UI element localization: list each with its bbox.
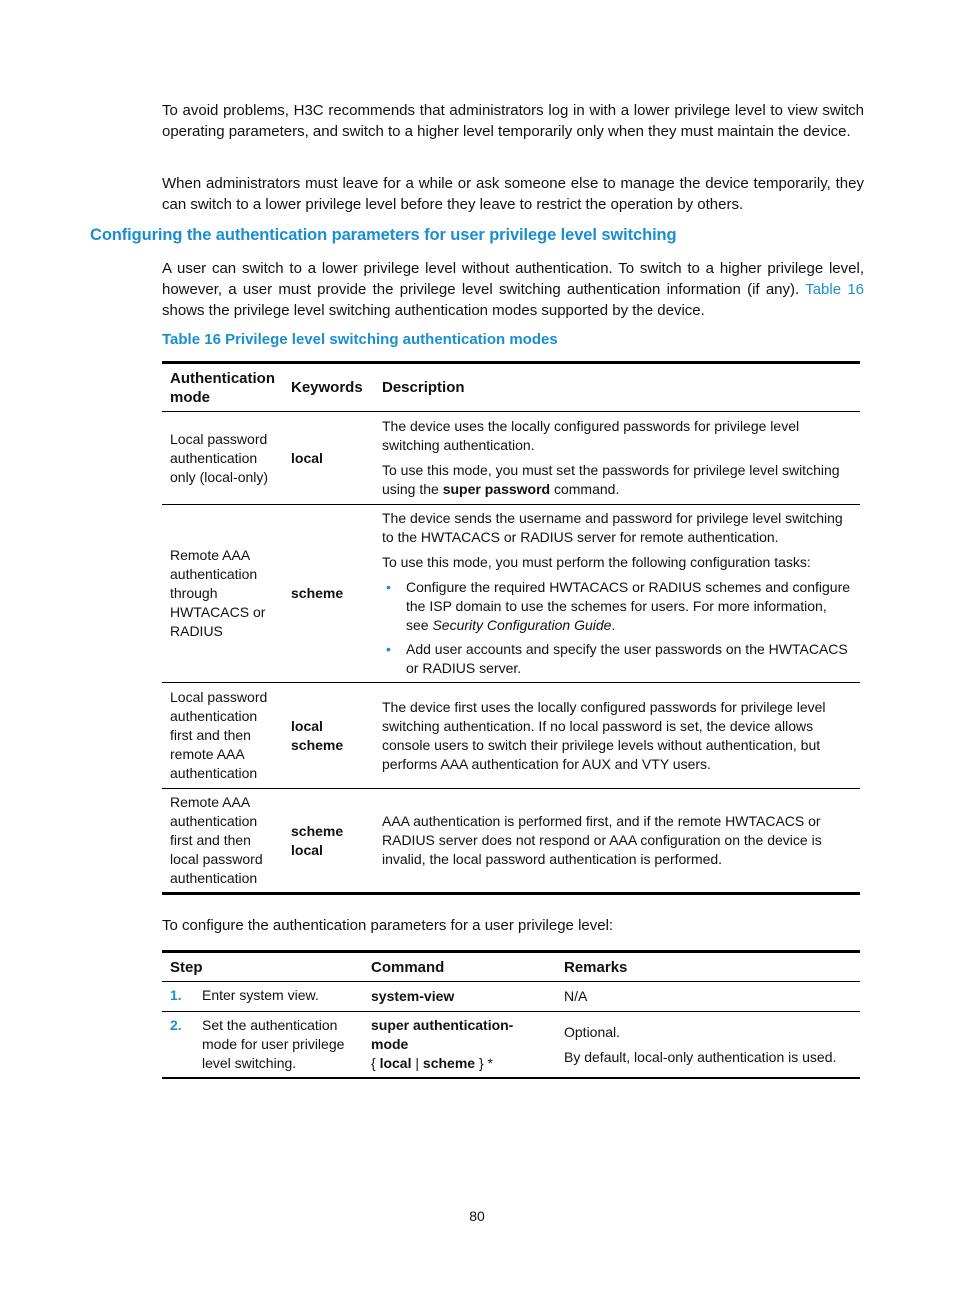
keyword: scheme	[291, 822, 344, 839]
auth-mode-cell: Local password authentication first and then remote AAA authentication	[162, 683, 283, 789]
page-number: 80	[469, 1208, 485, 1224]
header-keywords: Keywords	[283, 363, 374, 412]
description-cell	[374, 412, 860, 505]
description-text: The device sends the username and password for privilege level switching to the HWTACACS or RADIUS server for remote authentication.	[382, 510, 843, 545]
steps-intro: To configure the authentication parameters for a user privilege level:	[162, 917, 614, 934]
table-row	[162, 412, 860, 505]
section-paragraph-text-end: shows the privilege level switching authentication modes supported by the device.	[162, 302, 705, 319]
auth-modes-table	[162, 361, 860, 895]
description-cell: The device first uses the locally configured passwords for privilege level switching authentication. If no local password is set, the device allows console users to switch their privilege levels without authentication, but performs AAA authentication for AUX and VTY users.	[374, 683, 860, 789]
brace-open: {	[371, 1055, 380, 1071]
step-number: 2.	[162, 1012, 194, 1079]
list-item	[382, 578, 852, 635]
option-separator: |	[411, 1055, 423, 1071]
description-text	[382, 461, 852, 499]
table16-caption: Table 16 Privilege level switching authentication modes	[162, 331, 558, 348]
remarks-text: Optional.	[564, 1023, 621, 1040]
keyword-cell: scheme	[283, 505, 374, 683]
bullet-icon: •	[386, 579, 391, 595]
list-item	[382, 640, 852, 678]
keyword: scheme	[291, 736, 344, 753]
remarks-cell	[556, 1012, 860, 1079]
list-item-text: Add user accounts and specify the user passwords on the HWTACACS or RADIUS server.	[406, 641, 848, 676]
bullet-icon: •	[386, 641, 391, 657]
table-row	[162, 1012, 860, 1079]
description-text-part: command.	[550, 481, 620, 497]
list-item-text: Configure the required HWTACACS or RADIUS schemes and configure the ISP domain to use the schemes for users. For more information, see	[406, 579, 851, 633]
description-text-part: To use this mode, you must set the passwords for privilege level switching using the	[382, 462, 840, 497]
description-text: The device uses the locally configured passwords for privilege level switching authentication.	[382, 418, 800, 453]
header-command: Command	[363, 952, 556, 982]
brace-close: } *	[475, 1055, 493, 1071]
command-name: super password	[442, 481, 551, 497]
keyword-cell	[283, 789, 374, 894]
command-cell	[363, 982, 556, 1012]
intro-paragraph-1: To avoid problems, H3C recommends that administrators log in with a lower privilege level to view switch operating parameters, and switch to a higher level temporarily only when they must maintain the device.	[162, 102, 864, 140]
config-steps-table	[162, 950, 860, 1079]
remarks-text: By default, local-only authentication is used.	[564, 1048, 837, 1065]
section-heading: Configuring the authentication parameters for user privilege level switching	[90, 226, 677, 244]
header-description: Description	[374, 363, 860, 412]
description-cell: AAA authentication is performed first, and if the remote HWTACACS or RADIUS server does not respond or AAA configuration on the device is invalid, the local password authentication is performed.	[374, 789, 860, 894]
section-paragraph	[162, 258, 864, 321]
command-options	[371, 1054, 548, 1073]
table-header-row	[162, 952, 860, 982]
header-remarks: Remarks	[556, 952, 860, 982]
auth-mode-cell: Remote AAA authentication through HWTACACS or RADIUS	[162, 505, 283, 683]
auth-mode-cell: Remote AAA authentication first and then local password authentication	[162, 789, 283, 894]
description-text: To use this mode, you must perform the following configuration tasks:	[382, 554, 811, 570]
auth-mode-cell: Local password authentication only (local-only)	[162, 412, 283, 505]
section-paragraph-text: A user can switch to a lower privilege level without authentication. To switch to a higher privilege level, however, a user must provide the privilege level switching authentication information (if any).	[162, 260, 864, 298]
table-row	[162, 982, 860, 1012]
keyword: local	[291, 841, 323, 858]
keyword: local	[291, 717, 323, 734]
header-step: Step	[162, 952, 363, 982]
header-auth-mode: Authentication mode	[162, 363, 283, 412]
step-number: 1.	[162, 982, 194, 1012]
table-row	[162, 789, 860, 894]
description-cell	[374, 505, 860, 683]
guide-title: Security Configuration Guide	[432, 617, 612, 633]
option-local: local	[379, 1055, 412, 1071]
keyword-cell: local	[283, 412, 374, 505]
command-name: super authentication-mode	[371, 1017, 514, 1052]
table-row	[162, 505, 860, 683]
command-name: system-view	[371, 988, 455, 1004]
task-list	[382, 578, 852, 678]
intro-paragraph-2: When administrators must leave for a while or ask someone else to manage the device temporarily, they can switch to a lower privilege level before they leave to restrict the operation by others.	[162, 175, 864, 213]
list-item-text-end: .	[611, 617, 616, 633]
table-row	[162, 683, 860, 789]
step-description: Set the authentication mode for user privilege level switching.	[194, 1012, 363, 1079]
keyword-cell	[283, 683, 374, 789]
option-scheme: scheme	[422, 1055, 476, 1071]
table16-link[interactable]: Table 16	[805, 281, 864, 298]
step-description: Enter system view.	[194, 982, 363, 1012]
table-header-row	[162, 363, 860, 412]
remarks-cell: N/A	[556, 982, 860, 1012]
command-cell	[363, 1012, 556, 1079]
